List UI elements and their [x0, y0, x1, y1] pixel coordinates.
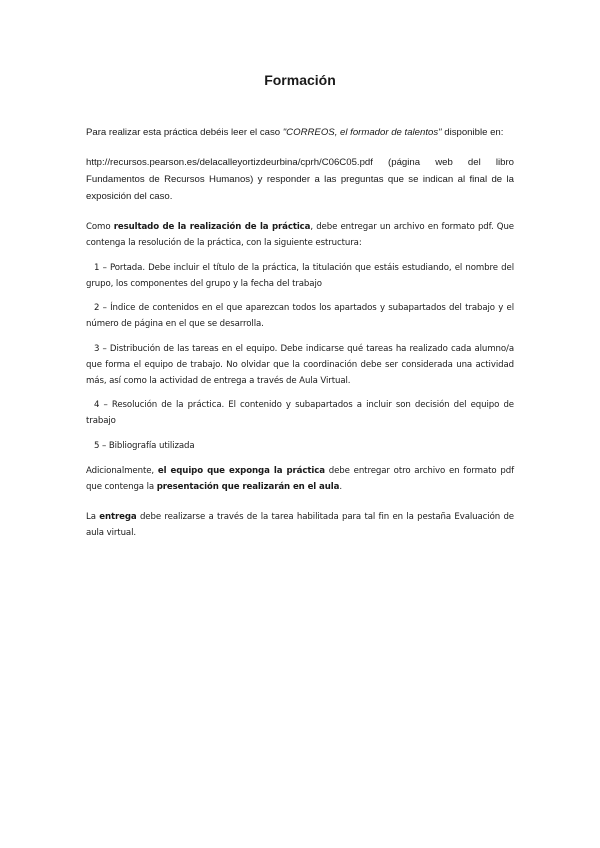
- item-number: 3 –: [94, 343, 107, 354]
- delivery-paragraph: [86, 509, 514, 541]
- intro-suffix: , debe entregar un archivo en formato pdf. Que contenga la resolución de la práctica, con la siguiente estructura:: [86, 222, 514, 248]
- intro-bold: resultado de la realización de la práctica: [113, 222, 311, 232]
- case-name: "CORREOS, el formador de talentos": [282, 127, 442, 138]
- additional-bold-1: el equipo que exponga la práctica: [157, 465, 325, 476]
- delivery-prefix: La: [86, 511, 100, 522]
- structure-item-1: [86, 260, 514, 292]
- item-text: Bibliografía utilizada: [106, 440, 195, 451]
- structure-item-4: [86, 397, 514, 429]
- additional-suffix: .: [339, 481, 342, 492]
- item-text: Portada. Debe incluir el título de la práctica, la titulación que estáis estudiando, el nombre del grupo, los componentes del grupo y la fecha del trabajo: [86, 262, 514, 289]
- structure-item-3: [86, 341, 514, 389]
- para1-prefix: Para realizar esta práctica debéis leer el caso: [86, 127, 283, 138]
- intro-reading-paragraph: [86, 124, 514, 141]
- additional-paragraph: [86, 463, 514, 495]
- result-paragraph: [86, 219, 514, 251]
- item-text: Índice de contenidos en el que aparezcan todos los apartados y subapartados del trabajo y el número de página en el que se desarrolla.: [86, 303, 514, 330]
- case-url-paragraph: http://recursos.pearson.es/delacalleyortizdeurbina/cprh/C06C05.pdf (página web del libro Fundamentos de Recursos Humanos) y responder a las preguntas que se indican al final de la exposición del caso.: [86, 157, 514, 202]
- document-title: Formación: [264, 72, 336, 88]
- item-number: 4 –: [94, 400, 108, 411]
- item-number: 1 –: [94, 262, 107, 273]
- structure-item-2: [86, 300, 514, 332]
- item-text: Resolución de la práctica. El contenido y subapartados a incluir son decisión del equipo de trabajo: [86, 400, 514, 427]
- delivery-bold: entrega: [99, 511, 137, 522]
- additional-bold-2: presentación que realizarán en el aula: [156, 481, 340, 492]
- intro-prefix: Como: [86, 222, 114, 232]
- item-number: 5 –: [94, 440, 107, 451]
- additional-prefix: Adicionalmente,: [86, 465, 158, 476]
- structure-item-5: [86, 438, 514, 454]
- item-number: 2 –: [94, 303, 107, 314]
- delivery-suffix: debe realizarse a través de la tarea habilitada para tal fin en la pestaña Evaluación de aula virtual.: [86, 511, 514, 538]
- additional-middle: debe entregar otro archivo en formato pdf que contenga la: [86, 465, 514, 492]
- para1-suffix: disponible en:: [441, 127, 504, 138]
- item-text: Distribución de las tareas en el equipo. Debe indicarse qué tareas ha realizado cada alumno/a que forma el equipo de trabajo. No olvidar que la coordinación debe ser considerada una actividad más, así como la actividad de entrega a través de Aula Virtual.: [86, 343, 514, 386]
